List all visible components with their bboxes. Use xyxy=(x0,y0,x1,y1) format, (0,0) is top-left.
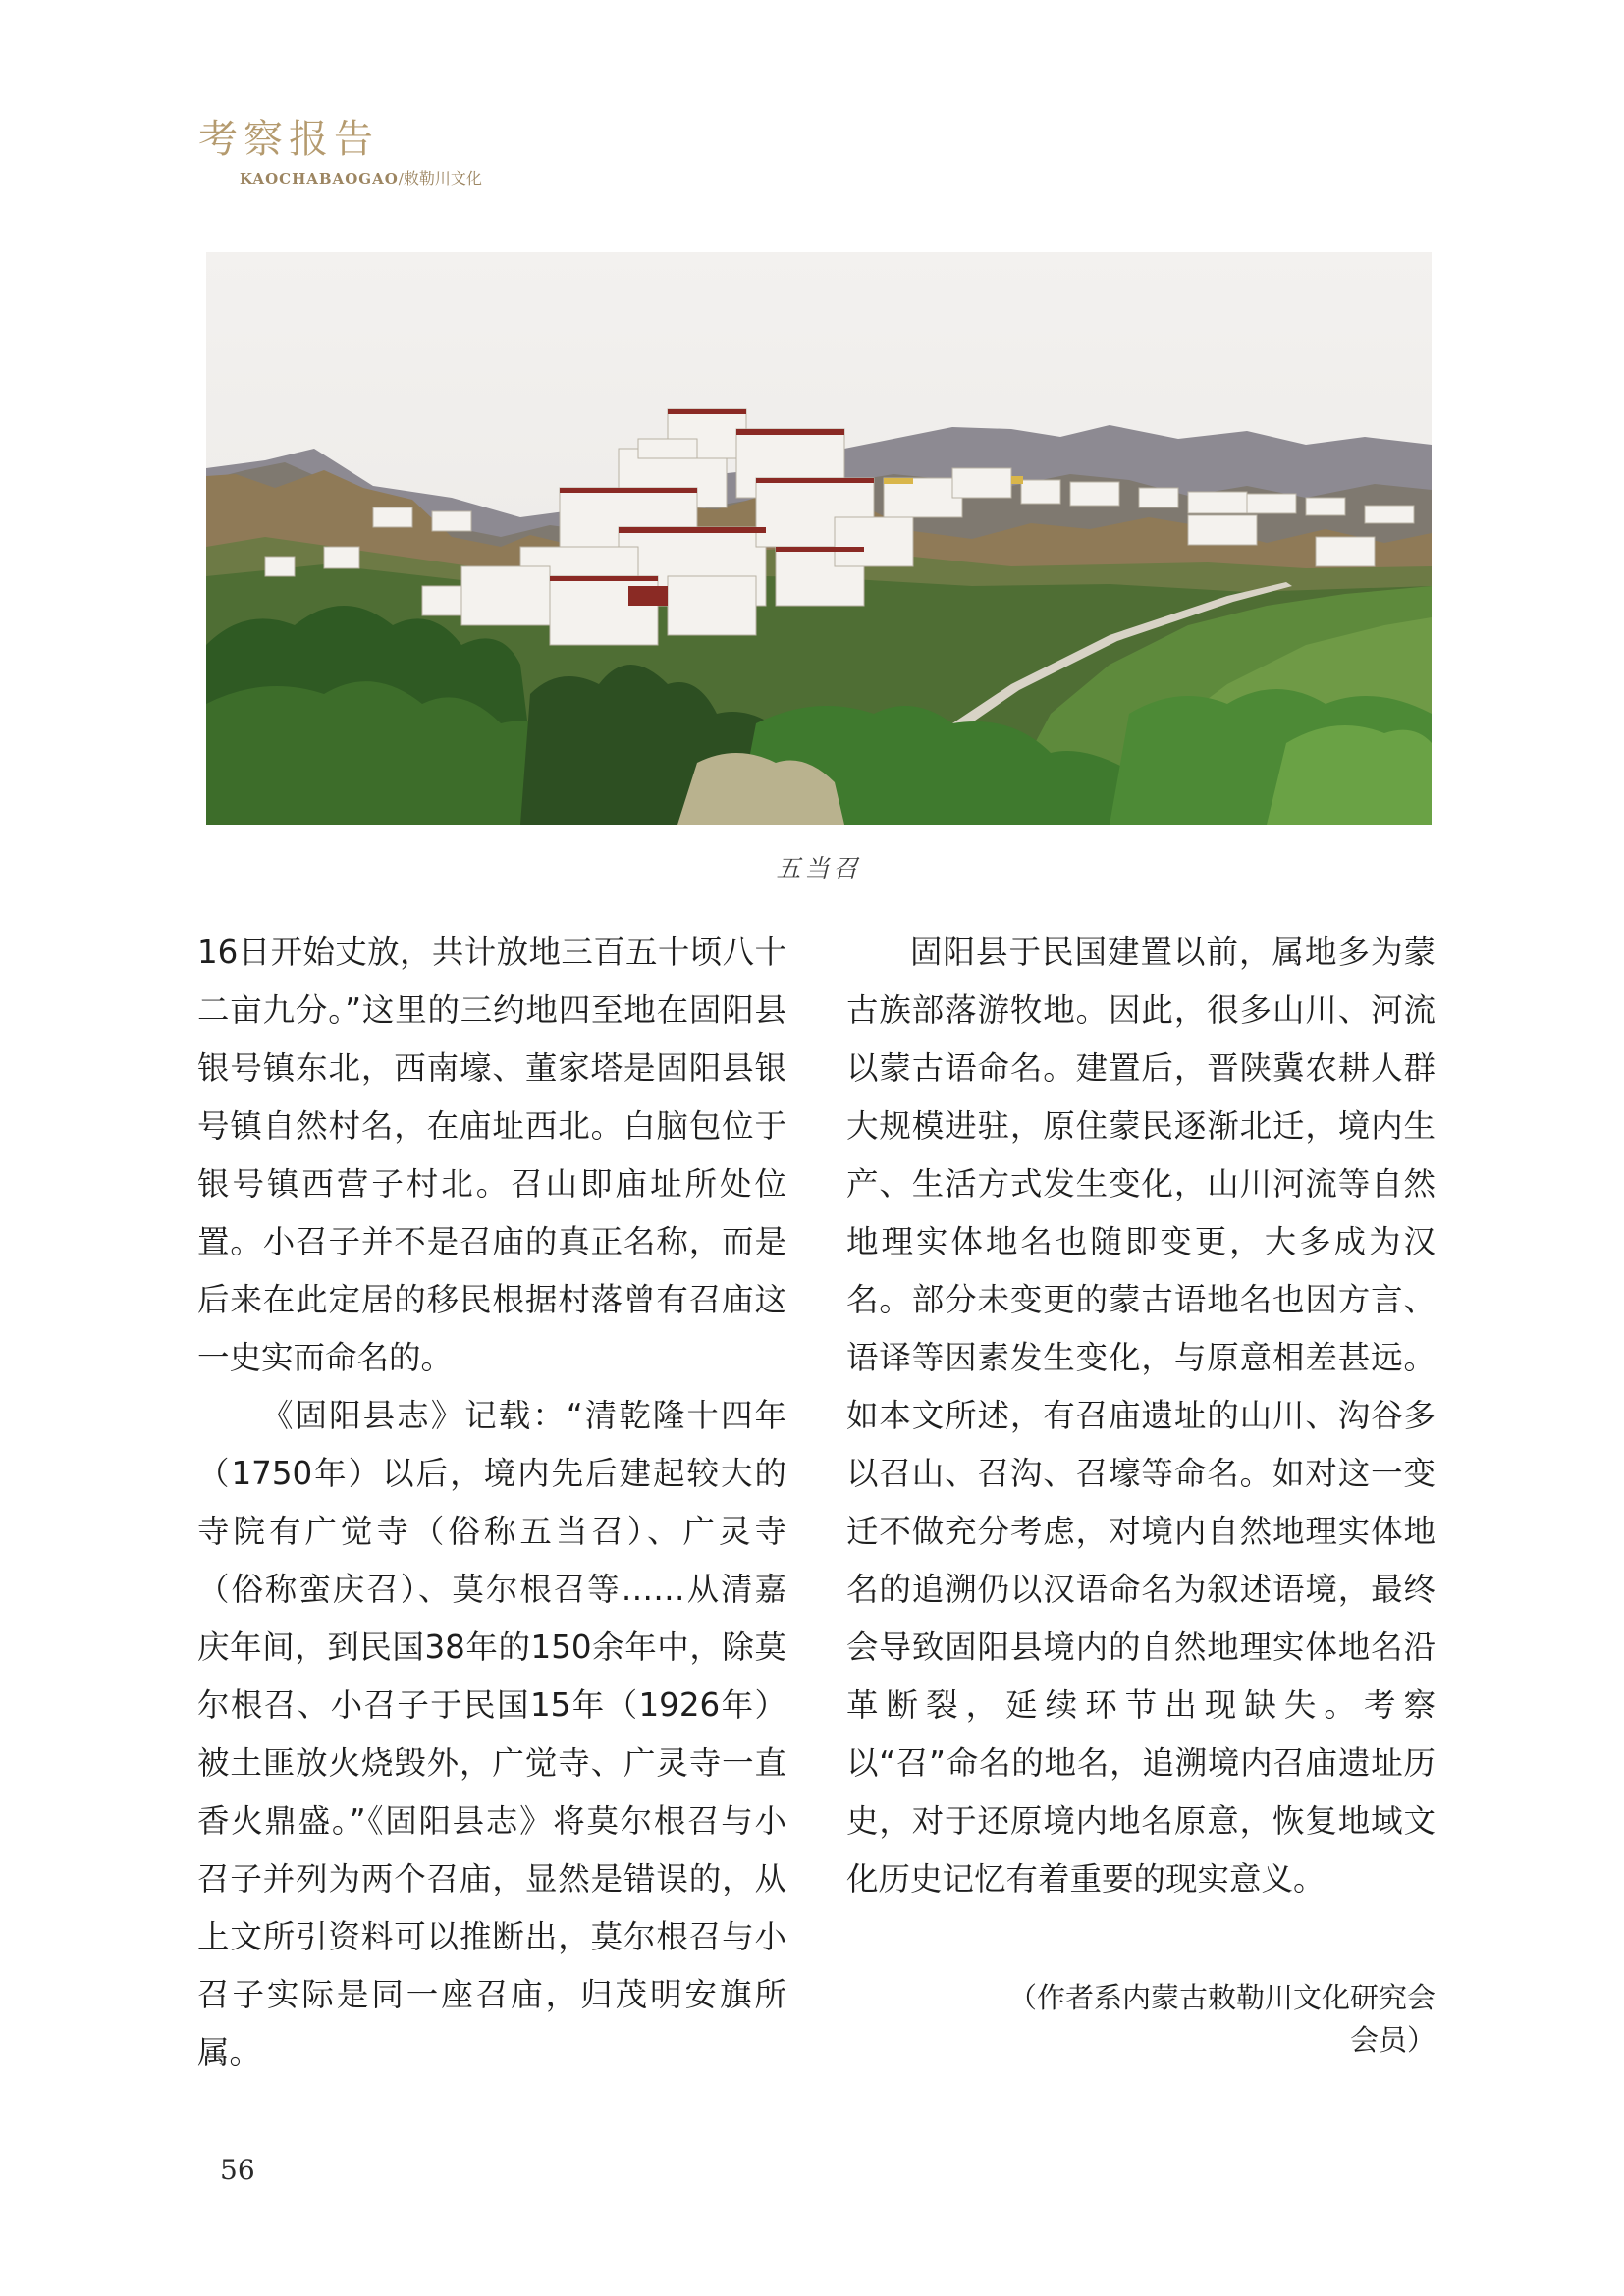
author-note-line: （作者系内蒙古敕勒川文化研究会 xyxy=(1007,1981,1435,2014)
section-title: 考察报告 xyxy=(198,117,379,162)
paragraph: 《固阳县志》记载：“清乾隆十四年（1750年）以后，境内先后建起较大的寺院有广觉寺（俗称五当召）、广灵寺（俗称蛮庆召）、莫尔根召等……从清嘉庆年间，到民国38年的150余年中，除莫尔根召、小召子于民国15年（1926年）被土匪放火烧毁外，广觉寺、广灵寺一直香火鼎盛。”《固阳县志》将莫尔根召与小召子并列为两个召庙，显然是错误的，从上文所引资料可以推断出，莫尔根召与小召子实际是同一座召庙，归茂明安旗所属。 xyxy=(197,1397,786,2071)
section-subtitle-cn: 敕勒川文化 xyxy=(403,169,482,187)
paragraph: 固阳县于民国建置以前，属地多为蒙古族部落游牧地。因此，很多山川、河流以蒙古语命名。建置后，晋陕冀农耕人群大规模进驻，原住蒙民逐渐北迁，境内生产、生活方式发生变化，山川河流等自然地理实体地名也随即变更，大多成为汉名。部分未变更的蒙古语地名也因方言、语译等因素发生变化，与原意相差甚远。如本文所述，有召庙遗址的山川、沟谷多以召山、召沟、召壕等命名。如对这一变迁不做充分考虑，对境内自然地理实体地名的追溯仍以汉语命名为叙述语境，最终会导致固阳县境内的自然地理实体地名沿革断裂，延续环节出现缺失。考察以“召”命名的地名，追溯境内召庙遗址历史，对于还原境内地名原意，恢复地域文化历史记忆有着重要的现实意义。 xyxy=(846,934,1435,1897)
section-subtitle xyxy=(240,169,482,188)
article-left-column xyxy=(197,924,786,2082)
article-right-column xyxy=(846,924,1435,1908)
paragraph: 16日开始丈放，共计放地三百五十顷八十二亩九分。”这里的三约地四至地在固阳县银号镇东北，西南壕、董家塔是固阳县银号镇自然村名，在庙址西北。白脑包位于银号镇西营子村北。召山即庙址所处位置。小召子并不是召庙的真正名称，而是后来在此定居的移民根据村落曾有召庙这一史实而命名的。 xyxy=(197,934,786,1376)
page-number: 56 xyxy=(220,2154,255,2186)
temple-photo xyxy=(206,252,1432,825)
author-note-line: 会员） xyxy=(1349,2023,1435,2056)
author-note xyxy=(846,1977,1435,2061)
section-subtitle-separator: / xyxy=(398,170,404,187)
section-subtitle-latin: KAOCHABAOGAO xyxy=(240,170,399,187)
photo-caption: 五当召 xyxy=(776,854,862,882)
